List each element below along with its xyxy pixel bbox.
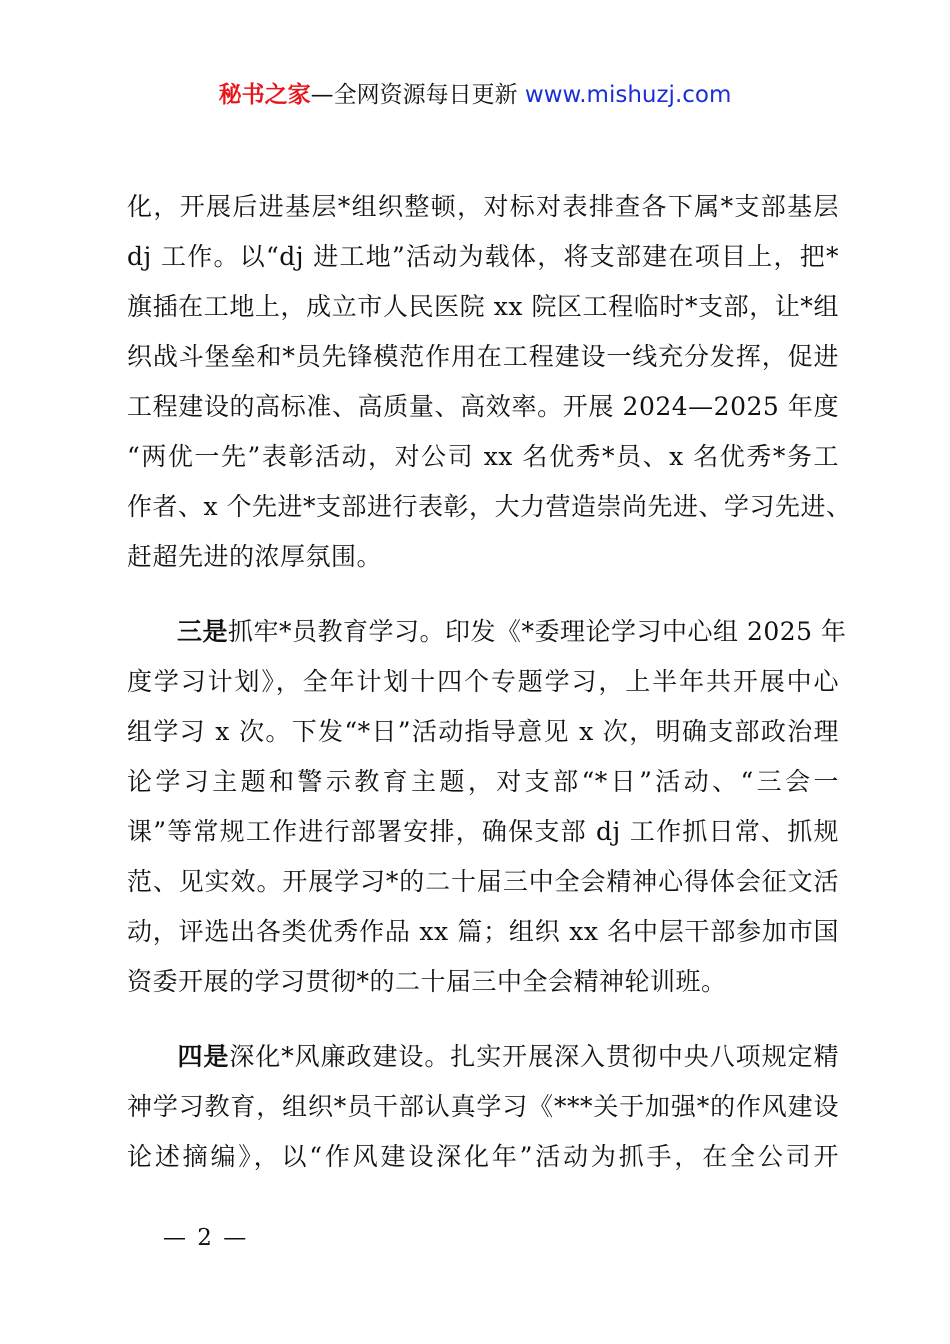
paragraph-lead: 三是 <box>177 617 229 646</box>
text-line: 组学习 x 次。下发“*日”活动指导意见 x 次，明确支部政治理 <box>127 717 839 746</box>
text-line: 工程建设的高标准、高质量、高效率。开展 2024—2025 年度 <box>127 392 839 421</box>
text-line-first <box>127 1032 839 1082</box>
text-line: 神学习教育，组织*员干部认真学习《***关于加强*的作风建设 <box>127 1092 839 1121</box>
text-line: 课”等常规工作进行部署安排，确保支部 dj 工作抓日常、抓规 <box>127 817 839 846</box>
site-header <box>0 78 950 112</box>
header-tagline: —全网资源每日更新 <box>310 82 525 108</box>
text-line: 范、见实效。开展学习*的二十届三中全会精神心得体会征文活 <box>127 867 839 896</box>
text-line-rest: 深化*风廉政建设。扎实开展深入贯彻中央八项规定精 <box>229 1042 839 1071</box>
text-line: 赶超先进的浓厚氛围。 <box>127 542 383 571</box>
document-body <box>127 182 852 1207</box>
text-line: 作者、x 个先进*支部进行表彰，大力营造崇尚先进、学习先进、 <box>127 492 852 521</box>
site-url-link[interactable]: www.mishuzj.com <box>524 82 732 108</box>
paragraph-2 <box>127 607 847 1007</box>
paragraph-1 <box>127 182 852 582</box>
text-line: 资委开展的学习贯彻*的二十届三中全会精神轮训班。 <box>127 967 727 996</box>
paragraph-lead: 四是 <box>177 1042 230 1071</box>
text-line: “两优一先”表彰活动，对公司 xx 名优秀*员、x 名优秀*务工 <box>127 442 839 471</box>
text-line: 度学习计划》，全年计划十四个专题学习，上半年共开展中心 <box>127 667 839 696</box>
paragraph-3 <box>127 1032 839 1182</box>
text-line-first <box>127 607 847 657</box>
brand-name: 秘书之家 <box>218 82 311 108</box>
text-line: 旗插在工地上，成立市人民医院 xx 院区工程临时*支部，让*组 <box>127 292 839 321</box>
page-number: — 2 — <box>163 1225 249 1251</box>
text-line: 化，开展后进基层*组织整顿，对标对表排查各下属*支部基层 <box>127 192 839 221</box>
text-line-rest: 抓牢*员教育学习。印发《*委理论学习中心组 2025 年 <box>228 617 847 646</box>
text-line: 织战斗堡垒和*员先锋模范作用在工程建设一线充分发挥，促进 <box>127 342 839 371</box>
text-line: 动，评选出各类优秀作品 xx 篇；组织 xx 名中层干部参加市国 <box>127 917 839 946</box>
text-line: 论述摘编》，以“作风建设深化年”活动为抓手，在全公司开 <box>127 1142 839 1171</box>
text-line: dj 工作。以“dj 进工地”活动为载体，将支部建在项目上，把* <box>127 242 839 271</box>
text-line: 论学习主题和警示教育主题，对支部“*日”活动、“三会一 <box>127 767 839 796</box>
